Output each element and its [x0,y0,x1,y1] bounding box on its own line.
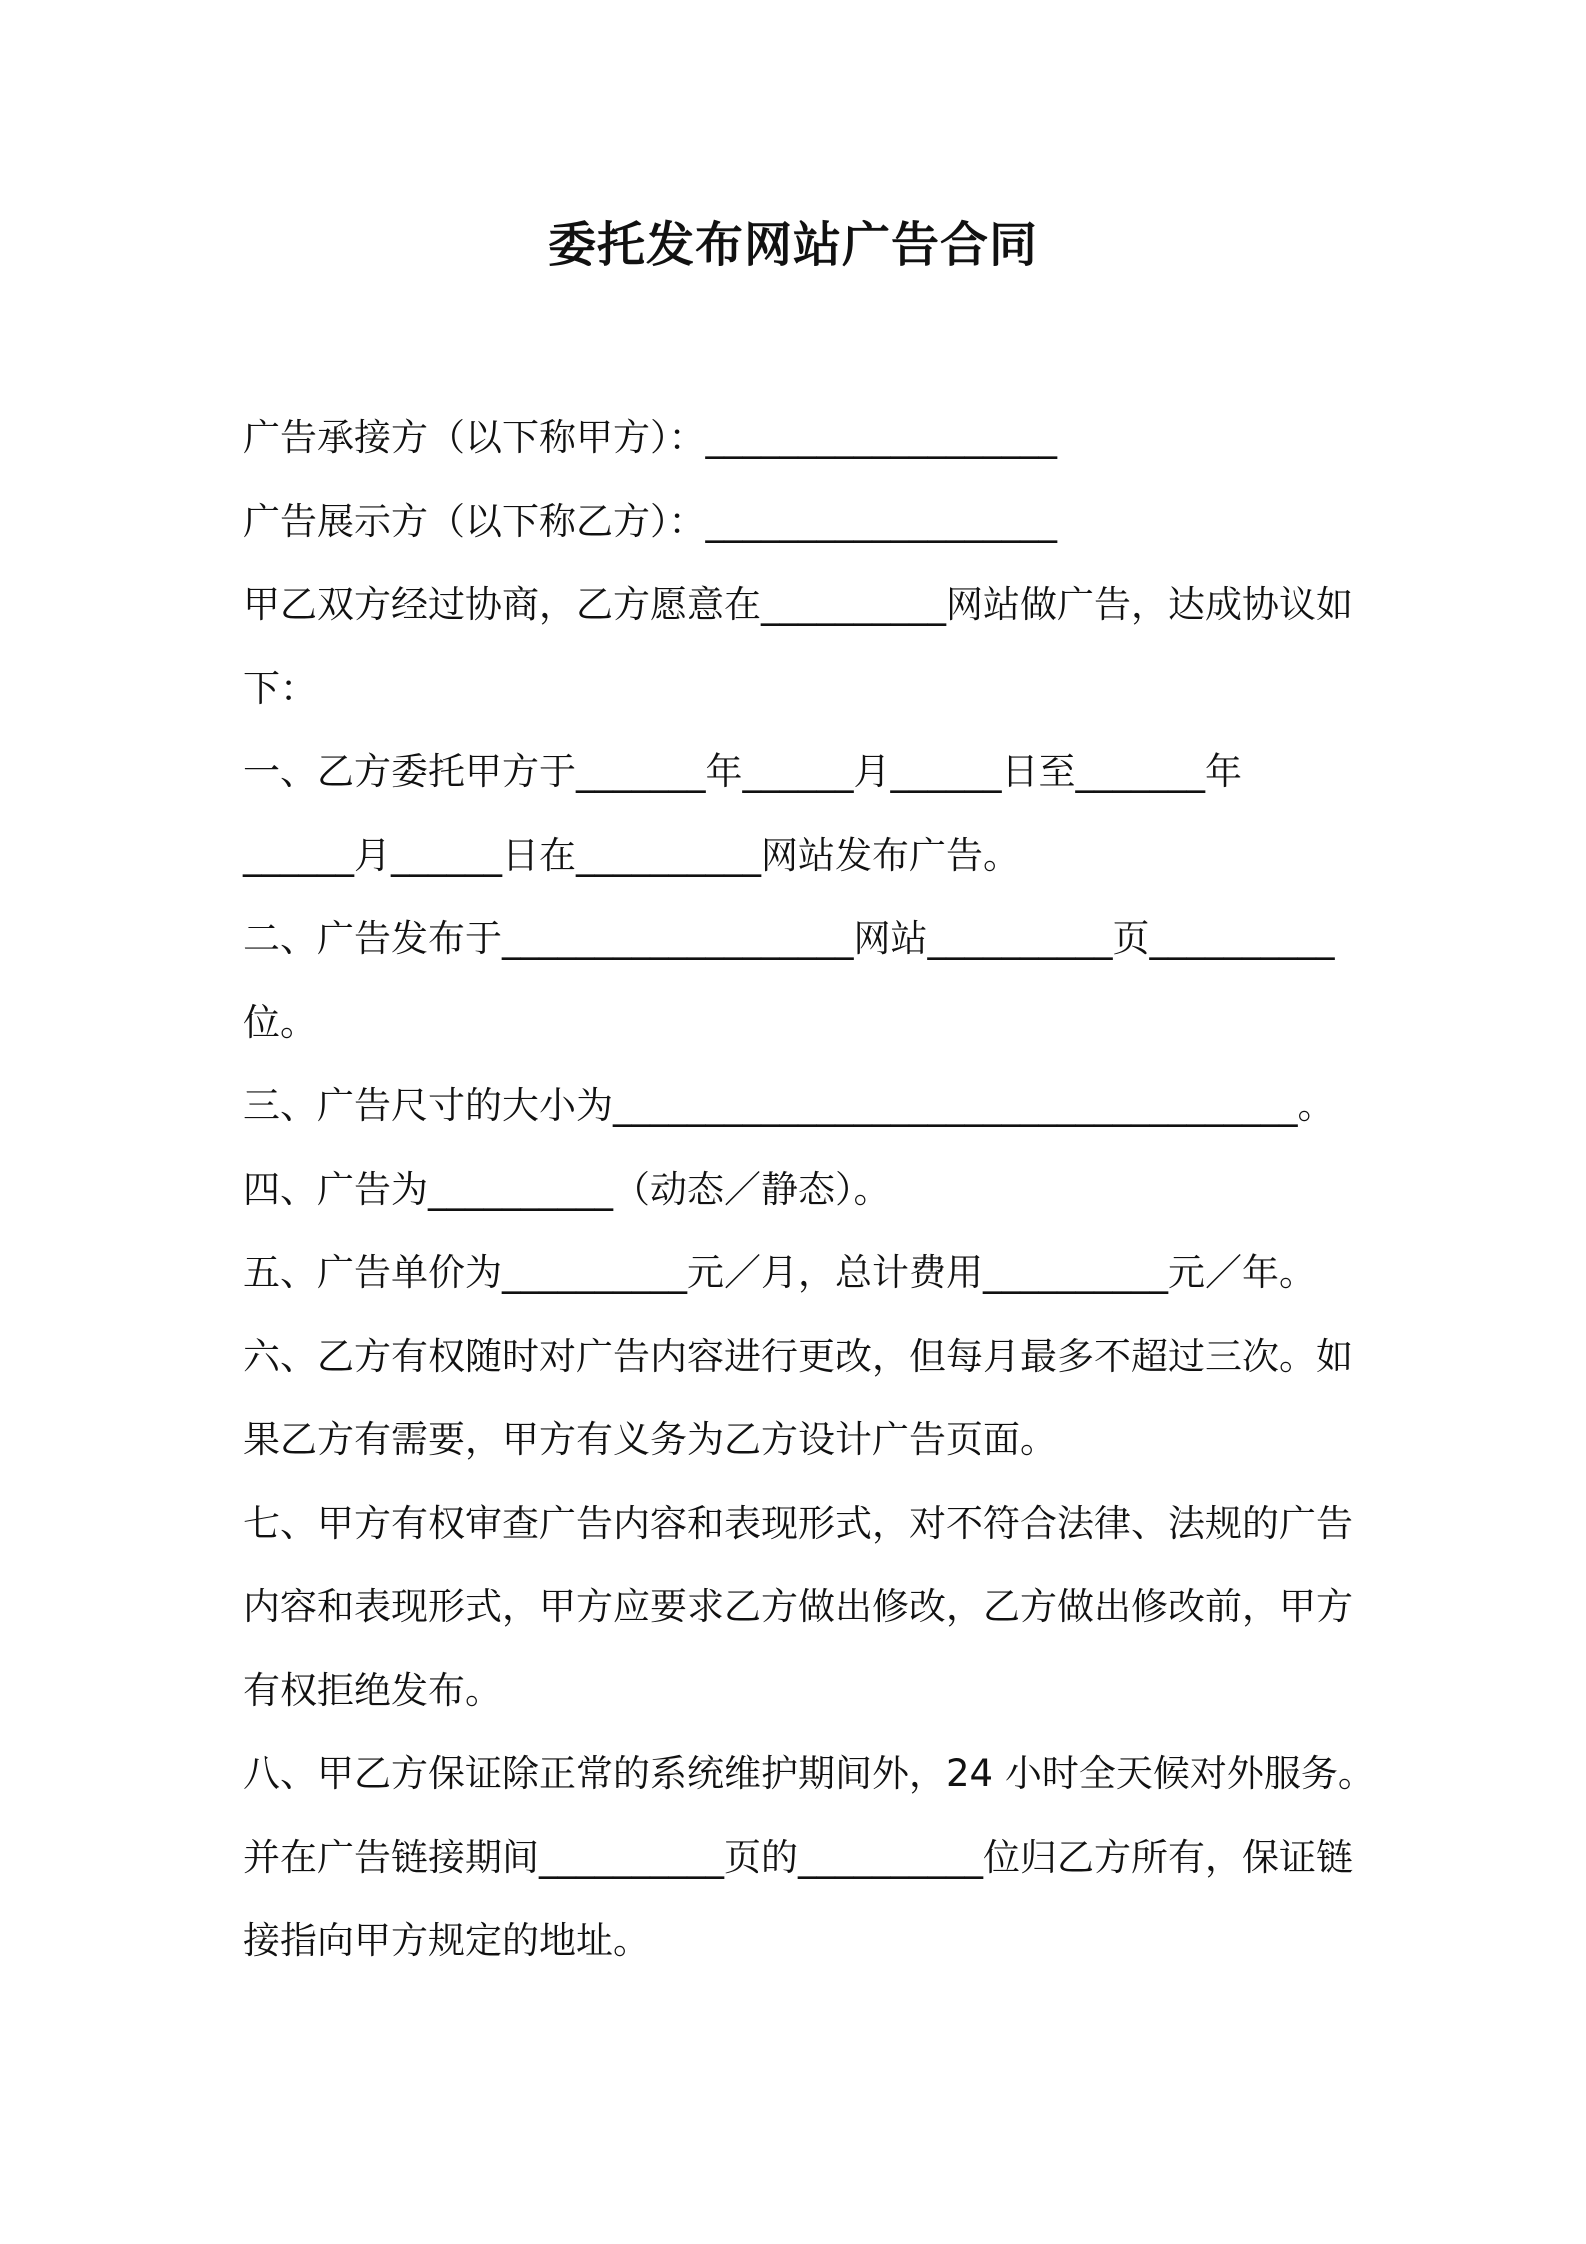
text-line: 甲乙双方经过协商，乙方愿意在__________网站做广告，达成协议如 [243,583,1353,626]
text-line: 下： [243,666,317,710]
text-line: 一、乙方委托甲方于_______年______月______日至_______年 [243,750,1242,793]
document-title: 委托发布网站广告合同 [547,217,1038,273]
text-line: 接指向甲方规定的地址。 [243,1919,650,1962]
text-line: 并在广告链接期间__________页的__________位归乙方所有，保证链 [243,1835,1353,1879]
text-line: 有权拒绝发布。 [243,1668,502,1712]
text-line: 三、广告尺寸的大小为_____________________________________。 [243,1084,1335,1127]
text-line: ______月______日在__________网站发布广告。 [243,833,1020,877]
text-line: 七、甲方有权审查广告内容和表现形式，对不符合法律、法规的广告 [243,1501,1353,1545]
text-line: 五、广告单价为__________元／月，总计费用__________元／年。 [243,1251,1316,1294]
text-line: 八、甲乙方保证除正常的系统维护期间外，24 小时全天候对外服务。 [243,1752,1375,1795]
text-line: 内容和表现形式，甲方应要求乙方做出修改，乙方做出修改前，甲方 [243,1585,1353,1628]
text-line: 果乙方有需要，甲方有义务为乙方设计广告页面。 [243,1418,1057,1461]
text-line: 广告展示方（以下称乙方）：___________________ [243,499,1057,543]
text-line: 广告承接方（以下称甲方）：___________________ [243,416,1057,459]
document-body [243,396,1375,1983]
text-line: 六、乙方有权随时对广告内容进行更改，但每月最多不超过三次。如 [243,1334,1353,1378]
text-line: 四、广告为__________（动态／静态）。 [243,1167,891,1211]
text-line: 位。 [243,1000,317,1044]
text-line: 二、广告发布于___________________网站__________页__________ [243,917,1335,960]
